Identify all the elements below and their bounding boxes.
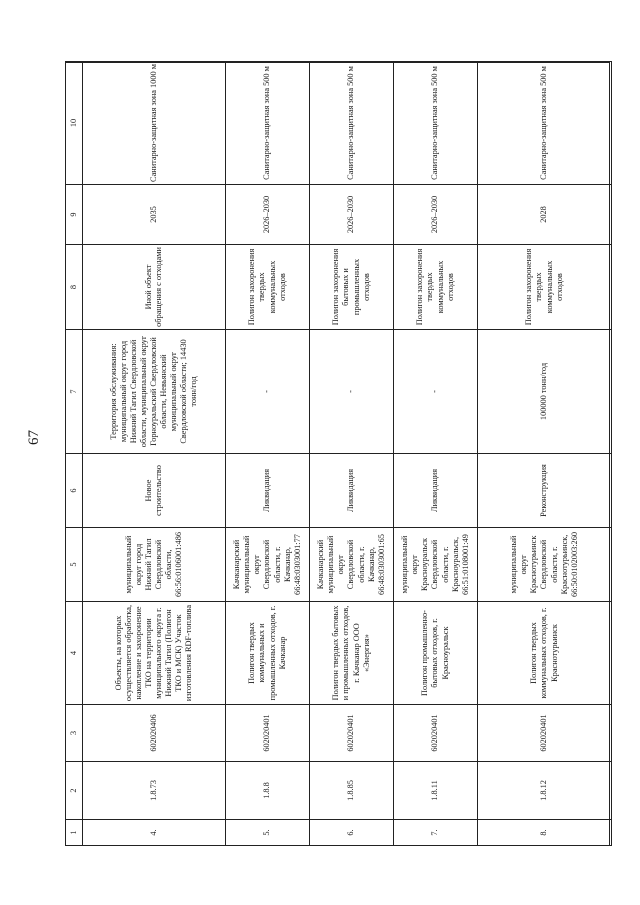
object-service: -	[394, 330, 478, 454]
object-service: 100000 тонн/год	[478, 330, 612, 454]
object-purpose: Полигон захоронения твердых коммунальных отходов	[226, 245, 310, 330]
column-number: 9	[66, 185, 83, 245]
object-code: 1.8.85	[310, 762, 394, 820]
object-location: муниципальный округ город Нижний Тагил Свердловской области, 66:56:0106001:486	[83, 528, 226, 602]
object-measure: Реконструкция	[478, 454, 612, 528]
column-number: 4	[66, 602, 83, 705]
table-row	[478, 62, 612, 846]
column-number: 3	[66, 705, 83, 762]
column-number: 1	[66, 820, 83, 846]
column-numbers-row	[66, 62, 83, 846]
row-number: 5.	[226, 820, 310, 846]
object-term: 2026–2030	[310, 185, 394, 245]
object-measure: Ликвидация	[394, 454, 478, 528]
object-term: 2028	[478, 185, 612, 245]
table-row	[394, 62, 478, 846]
column-number: 2	[66, 762, 83, 820]
object-zone: Санитарно-защитная зона 500 м	[310, 62, 394, 185]
object-code: 1.8.8	[226, 762, 310, 820]
object-purpose: Полигон захоронения бытовых и промышленных отходов	[310, 245, 394, 330]
object-term: 2026–2030	[394, 185, 478, 245]
object-measure: Ликвидация	[226, 454, 310, 528]
object-code: 1.8.12	[478, 762, 612, 820]
object-purpose: Полигон захоронения твердых коммунальных отходов	[394, 245, 478, 330]
table-row	[226, 62, 310, 846]
column-number: 5	[66, 528, 83, 602]
object-kind-code: 602020401	[226, 705, 310, 762]
row-number: 4.	[83, 820, 226, 846]
object-service: Территория обслуживания: муниципальный округ город Нижний Тагил Свердловской области, муниципальный округ Горноуральский Свердловской области, Невьянский муниципальный округ Свердловской области; 14430 тонн/год	[83, 330, 226, 454]
object-code: 1.8.11	[394, 762, 478, 820]
row-number: 7.	[394, 820, 478, 846]
object-kind-code: 602020406	[83, 705, 226, 762]
column-number: 10	[66, 62, 83, 185]
object-name: Полигон твердых коммунальных и промышленных отходов, г. Качканар	[226, 602, 310, 705]
column-number: 6	[66, 454, 83, 528]
object-name: Полигон твердых коммунальных отходов, г. Краснотурьинск	[478, 602, 612, 705]
row-number: 6.	[310, 820, 394, 846]
object-location: Качканарский муниципальный округ Свердловской области, г. Качканар, 66:48:0303001:77	[226, 528, 310, 602]
object-code: 1.8.73	[83, 762, 226, 820]
object-zone: Санитарно-защитная зона 500 м	[226, 62, 310, 185]
object-purpose: Полигон захоронения твердых коммунальных отходов	[478, 245, 612, 330]
object-name: Объекты, на которых осуществляется обработка, накопление и захоронение ТКО на территории муниципального округа г. Нижний Тагил (Полигон ТКО и МСК) Участок изготовления RDF-топлива	[83, 602, 226, 705]
column-number: 7	[66, 330, 83, 454]
object-term: 2026–2030	[226, 185, 310, 245]
object-location: муниципальный округ Красноуральск Свердловской области, г. Красноуральск, 66:51:0108001:49	[394, 528, 478, 602]
rotated-table-container	[65, 62, 610, 846]
object-zone: Санитарно-защитная зона 500 м	[478, 62, 612, 185]
object-location: Качканарский муниципальный округ Свердловской области, г. Качканар, 66:48:0303001:65	[310, 528, 394, 602]
object-zone: Санитарно-защитная зона 500 м	[394, 62, 478, 185]
object-kind-code: 602020401	[310, 705, 394, 762]
table-row	[310, 62, 394, 846]
object-name: Полигон твердых бытовых и промышленных отходов, г. Качканар ООО «Энергия»	[310, 602, 394, 705]
page-number: 67	[26, 430, 42, 445]
object-name: Полигон промышленно-бытовых отходов, г. Красноуральск	[394, 602, 478, 705]
object-location: муниципальный округ Краснотурьинск Свердловской области, г. Краснотурьинск, 66:50:0102003:260	[478, 528, 612, 602]
objects-table	[65, 61, 612, 846]
object-kind-code: 602020401	[478, 705, 612, 762]
object-service: -	[226, 330, 310, 454]
table-row	[83, 62, 226, 846]
object-kind-code: 602020401	[394, 705, 478, 762]
object-service: -	[310, 330, 394, 454]
object-zone: Санитарно-защитная зона 1000 м	[83, 62, 226, 185]
object-measure: Новое строительство	[83, 454, 226, 528]
object-measure: Ликвидация	[310, 454, 394, 528]
row-number: 8.	[478, 820, 612, 846]
object-purpose: Иной объект обращения с отходами	[83, 245, 226, 330]
object-term: 2035	[83, 185, 226, 245]
column-number: 8	[66, 245, 83, 330]
